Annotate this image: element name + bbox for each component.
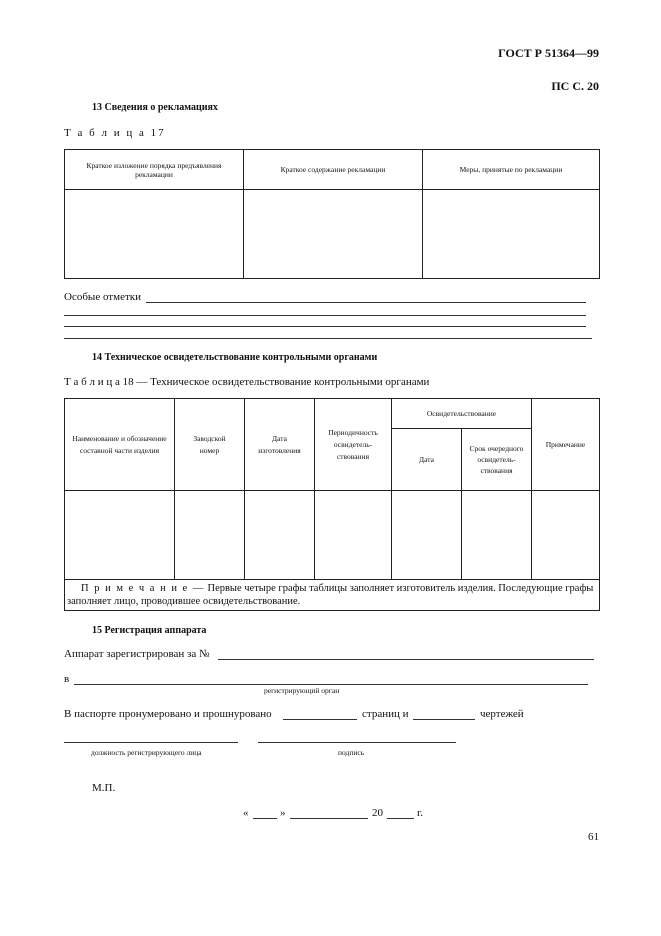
position-field[interactable] xyxy=(64,742,238,743)
section-14-title: 14 Техническое освидетельствование контрольными органами xyxy=(92,352,378,363)
special-notes-label: Особые отметки xyxy=(64,291,141,303)
special-notes-line-1[interactable] xyxy=(146,302,586,303)
table-18-header-serial: Заводской номер xyxy=(193,433,226,455)
section-13-title: 13 Сведения о рекламациях xyxy=(92,102,218,113)
table-18-cell[interactable] xyxy=(315,491,392,580)
table-17-header-procedure: Краткое изложение порядка предъявления рекламации xyxy=(86,160,222,179)
table-18-cell[interactable] xyxy=(532,491,600,580)
table-17-cell[interactable] xyxy=(244,190,423,279)
table-18 xyxy=(64,398,600,611)
table-17-cell[interactable] xyxy=(423,190,600,279)
table-18-header-periodicity: Периодичность освидетель-ствования xyxy=(328,427,378,461)
pages-count-field[interactable] xyxy=(283,719,357,720)
table-17-header-content: Краткое содержание рекламации xyxy=(280,165,386,174)
date-open-quote: « xyxy=(243,807,249,819)
table-18-note xyxy=(67,582,597,608)
date-year-suffix: г. xyxy=(417,807,424,819)
table-18-header-date-made: Дата изготовления xyxy=(258,433,301,455)
table-18-cell[interactable] xyxy=(245,491,315,580)
date-close-quote: » xyxy=(280,807,286,819)
section-15-title: 15 Регистрация аппарата xyxy=(92,625,207,636)
passport-text-b: страниц и xyxy=(362,708,409,720)
passport-text-c: чертежей xyxy=(480,708,524,720)
date-day-field[interactable] xyxy=(253,818,277,819)
table-17-label: Т а б л и ц а 17 xyxy=(64,127,166,139)
special-notes-line-4[interactable] xyxy=(64,338,592,339)
stamp-label: М.П. xyxy=(92,782,116,794)
page-reference: ПС С. 20 xyxy=(551,79,599,93)
table-18-cell[interactable] xyxy=(462,491,532,580)
date-month-field[interactable] xyxy=(290,818,368,819)
standard-number: ГОСТ Р 51364—99 xyxy=(498,46,599,60)
table-18-cell[interactable] xyxy=(65,491,175,580)
registration-label: Аппарат зарегистрирован за № xyxy=(64,648,210,660)
table-18-note-text: Первые четыре графы таблицы заполняет изготовитель изделия. Последующие графы заполняет лицо, проводившее освидетельствование. xyxy=(67,583,594,607)
passport-text-a: В паспорте пронумеровано и прошнуровано xyxy=(64,708,272,720)
registration-number-field[interactable] xyxy=(218,659,594,660)
table-18-header-note: Примечание xyxy=(545,440,586,449)
position-caption: должность регистрирующего лица xyxy=(91,748,202,757)
org-prefix: в xyxy=(64,673,70,685)
table-17 xyxy=(64,149,600,279)
special-notes-line-2[interactable] xyxy=(64,315,586,316)
date-year-prefix: 20 xyxy=(372,807,383,819)
date-year-field[interactable] xyxy=(387,818,414,819)
table-18-header-name: Наименование и обозначение составной части изделия xyxy=(72,433,167,455)
table-18-label: Т а б л и ц а 18 — Техническое освидетельствование контрольными органами xyxy=(64,376,430,388)
signature-field[interactable] xyxy=(258,742,456,743)
table-18-header-exam-next: Срок очередного освидетель-ствования xyxy=(469,444,524,475)
table-18-header-examination: Освидетельствование xyxy=(426,409,497,418)
page-number: 61 xyxy=(588,831,599,843)
table-18-cell[interactable] xyxy=(175,491,245,580)
table-17-header-measures: Меры, принятые по рекламации xyxy=(459,165,563,174)
drawings-count-field[interactable] xyxy=(413,719,475,720)
signature-caption: подпись xyxy=(338,748,365,757)
table-17-cell[interactable] xyxy=(65,190,244,279)
table-18-cell[interactable] xyxy=(392,491,462,580)
special-notes-line-3[interactable] xyxy=(64,326,586,327)
registering-org-field[interactable] xyxy=(74,684,588,685)
registering-org-caption: регистрирующий орган xyxy=(264,686,340,695)
table-18-header-exam-date: Дата xyxy=(419,455,434,464)
table-18-note-lead: П р и м е ч а н и е — xyxy=(81,583,205,594)
